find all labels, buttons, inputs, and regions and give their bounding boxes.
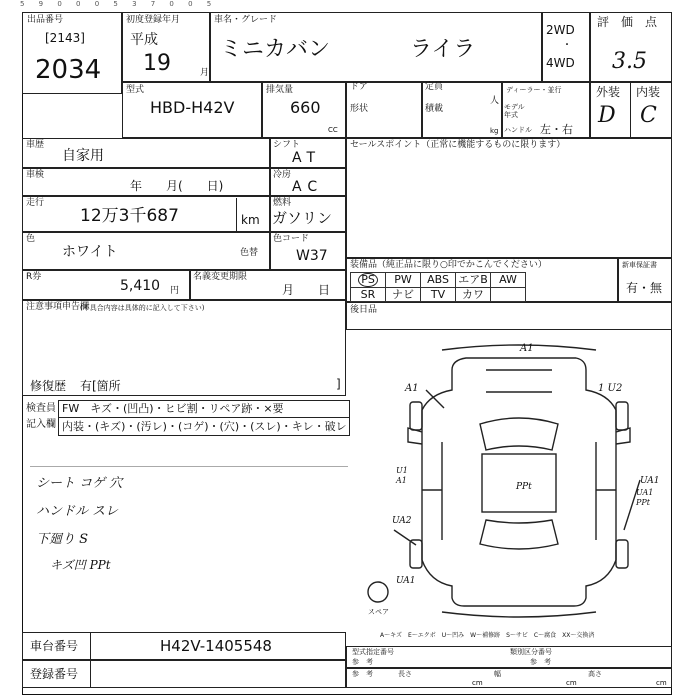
height-unit: cm — [656, 679, 667, 687]
era: 平成 — [130, 32, 158, 48]
warranty-label: 新車保証書 — [622, 261, 657, 269]
equip-airbag: エアB — [456, 273, 491, 288]
int-grade: C — [640, 103, 657, 128]
handwritten-note-3: 下廻り S — [36, 532, 89, 547]
equip-ps: PS — [351, 273, 386, 288]
equip-leather: カワ — [456, 288, 491, 302]
equip-empty — [491, 288, 526, 302]
color-code-label: 色コード — [273, 234, 310, 244]
ac-value: AC — [292, 179, 324, 195]
mark-spare: スペア — [368, 608, 389, 616]
repair-value: 有[箇所 — [80, 379, 121, 393]
int-label: 内装 — [636, 85, 661, 99]
color-cell — [22, 232, 270, 270]
notes-label: 注意事項申告欄 — [26, 302, 90, 312]
grade: ライラ — [410, 37, 476, 62]
capacity-label: 定員 — [425, 82, 444, 92]
inspector-label-1: 検査員 — [26, 403, 56, 414]
sales-point-cell — [346, 138, 672, 258]
inspector-label-2: 記入欄 — [26, 419, 56, 430]
load-unit: kg — [490, 127, 499, 135]
handwritten-note-4: キズ凹 PPt — [50, 558, 111, 572]
name-change-label: 名義変更期限 — [193, 272, 248, 282]
color-value: ホワイト — [62, 244, 118, 260]
designation-cell — [346, 646, 672, 668]
sales-point-label: セールスポイント（正常に機能するものに限ります） — [350, 140, 566, 150]
top-strip: 5 9 0 0 0 5 3 7 0 0 5 — [20, 0, 218, 8]
displacement-label: 排気量 — [266, 85, 294, 95]
mark-front-right: 1 U2 — [598, 383, 623, 394]
handwritten-note-2: ハンドル スレ — [36, 504, 119, 519]
history-value: 自家用 — [62, 148, 104, 164]
history-cell — [22, 138, 270, 168]
score-label: 評 価 点 — [597, 15, 658, 29]
mark-right-rear: UA1 PPt — [636, 488, 654, 507]
fuel-label: 燃料 — [273, 198, 292, 208]
repair-label: 修復歴 — [30, 379, 67, 393]
lot-number: 2034 — [35, 55, 102, 85]
dims-cell — [346, 668, 672, 688]
rear-seat-label: 後日品 — [350, 305, 378, 315]
chassis-label: 車台番号 — [30, 639, 79, 653]
warranty-value: 有・無 — [626, 281, 663, 295]
chassis-value: H42V-1405548 — [160, 637, 272, 655]
type-label: 型式 — [126, 85, 145, 95]
category-ref: 参 考 — [530, 658, 551, 666]
width-unit: cm — [566, 679, 577, 687]
inspector-row-1: FW キズ・(凹凸)・ヒビ割・リペア跡・×要 — [62, 402, 284, 415]
repair-end: ] — [336, 377, 341, 391]
handle-value: 左・右 — [540, 123, 573, 136]
designation-ref: 参 考 — [352, 658, 373, 666]
handle-label: ハンドル — [504, 126, 532, 134]
lot-bracket: [2143] — [45, 31, 85, 45]
ac-label: 冷房 — [273, 170, 292, 180]
ruled-line — [30, 452, 348, 467]
name-change-value: 月 日 — [282, 283, 331, 297]
month-unit: 月 — [200, 68, 210, 78]
equip-sr: SR — [351, 288, 386, 302]
door-label: ドア — [350, 82, 368, 92]
equip-pw: PW — [386, 273, 421, 288]
shift-value: AT — [292, 150, 322, 166]
model-label: 車名・グレード — [214, 15, 278, 25]
km-divider — [236, 198, 237, 232]
model-year-label: モデル年式 — [504, 103, 525, 119]
mark-front: A1 — [520, 343, 534, 354]
shape-label: 形状 — [350, 104, 369, 114]
color-change-label: 色替 — [240, 248, 259, 258]
score-value: 3.5 — [612, 49, 647, 74]
mileage-label: 走行 — [26, 198, 45, 208]
displacement-value: 660 — [290, 98, 321, 117]
rear-seat-cell — [346, 302, 672, 330]
inspection-value: 年 月( 日) — [130, 179, 224, 193]
equipment-label: 装備品（純正品に限り○印でかこんでください） — [350, 260, 547, 270]
equip-aw: AW — [491, 273, 526, 288]
ext-grade: D — [598, 103, 616, 128]
lot-label: 出品番号 — [27, 15, 64, 25]
mark-roof: PPt — [516, 482, 532, 492]
model-designation-label: 型式指定番号 — [352, 648, 394, 656]
handwritten-note-1: シート コゲ 穴 — [36, 476, 123, 491]
dealer-label: ディーラー・並行 — [506, 86, 562, 94]
equipment-table — [350, 272, 526, 302]
length-label: 長さ — [398, 670, 412, 678]
height-label: 高さ — [588, 670, 602, 678]
recycle-value: 5,410 — [120, 278, 161, 294]
length-unit: cm — [472, 679, 483, 687]
color-label: 色 — [26, 234, 36, 244]
width-label: 幅 — [494, 670, 501, 678]
equip-navi: ナビ — [386, 288, 421, 302]
equip-abs: ABS — [421, 273, 456, 288]
inspector-divider — [58, 417, 350, 418]
equip-tv: TV — [421, 288, 456, 302]
mark-left-quarter: UA1 — [396, 576, 416, 586]
car-diagram-svg — [346, 330, 672, 630]
shift-label: シフト — [273, 140, 301, 150]
mileage-value: 12万3千687 — [80, 206, 179, 226]
fuel-value: ガソリン — [272, 209, 333, 227]
category-label: 類別区分番号 — [510, 648, 552, 656]
color-code-value: W37 — [296, 248, 328, 264]
displacement-unit: CC — [328, 126, 338, 134]
mark-front-left: A1 — [405, 383, 419, 394]
reg-label: 登録番号 — [30, 667, 79, 681]
inspector-row-2: 内装・(キズ)・(汚レ)・(コゲ)・(穴)・(スレ)・キレ・破レ — [62, 420, 347, 433]
reg-year: 19 — [143, 51, 171, 76]
model-name: ミニカバン — [220, 37, 331, 62]
diagram-legend: A～キズ E～エクボ U～凹み W～補修跡 S～サビ C～腐食 XX～交換済 — [380, 632, 595, 639]
recycle-cell — [22, 270, 190, 300]
drive-2wd: 2WD — [546, 23, 575, 37]
history-label: 車歴 — [26, 140, 45, 150]
type-value: HBD-H42V — [150, 98, 235, 117]
notes-cell — [22, 300, 346, 396]
recycle-unit: 円 — [170, 286, 180, 296]
car-diagram — [346, 330, 672, 630]
inspection-label: 車検 — [26, 170, 45, 180]
recycle-label: R券 — [26, 272, 42, 282]
notes-sub: (不具合内容は具体的に記入して下さい) — [80, 304, 205, 312]
mark-right-door: UA1 — [640, 476, 660, 486]
mark-left-rear: UA2 — [392, 516, 412, 526]
drive-dot: ・ — [562, 40, 572, 51]
capacity-unit: 人 — [490, 96, 500, 106]
first-reg-label: 初度登録年月 — [126, 15, 181, 25]
load-label: 積載 — [425, 104, 444, 114]
ext-int-divider — [630, 82, 631, 138]
dims-ref: 参 考 — [352, 670, 373, 678]
mileage-unit: km — [241, 213, 260, 227]
mark-left-door: U1 A1 — [396, 466, 408, 485]
ext-label: 外装 — [596, 85, 621, 99]
drive-4wd: 4WD — [546, 56, 575, 70]
